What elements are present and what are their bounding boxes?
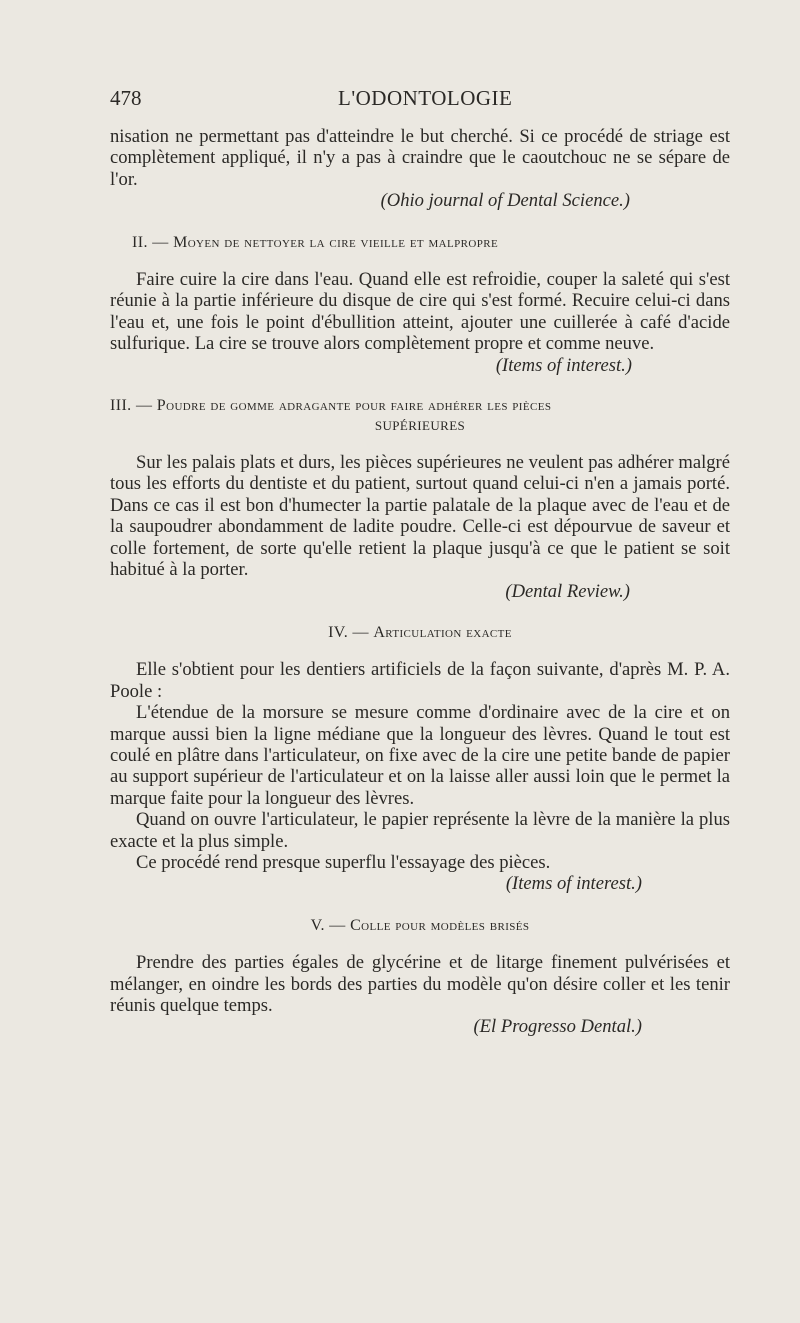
source-citation: (El Progresso Dental.)	[473, 1016, 642, 1038]
section-4-paragraph: Quand on ouvre l'articulateur, le papier représente la lèvre de la manière la plus exacte et la plus simple.	[110, 809, 730, 852]
page-body	[110, 126, 730, 1038]
source-citation: (Ohio journal of Dental Science.)	[380, 190, 630, 212]
source-citation: (Items of interest.)	[495, 354, 632, 376]
section-5-paragraph: Prendre des parties égales de glycérine et de litarge finement pulvérisées et mélanger, en oindre les bords des parties du modèle qu'on désire coller et les tenir réunis quelque temps.	[110, 952, 730, 1016]
opening-paragraph: nisation ne permettant pas d'atteindre le but cherché. Si ce procédé de striage est complètement appliqué, il n'y a pas à craindre que le caoutchouc ne se sépare de l'or.	[110, 126, 730, 190]
section-2-paragraph: Faire cuire la cire dans l'eau. Quand elle est refroidie, couper la saleté qui s'est réunie à la partie inférieure du disque de cire qui s'est formé. Recuire celui-ci dans l'eau et, une fois le point d'ébullition atteint, ajouter une cuillerée à café d'acide sulfurique. La cire se trouve alors complètement propre et comme neuve.	[110, 269, 730, 355]
source-citation: (Dental Review.)	[505, 580, 630, 602]
section-heading-2	[110, 232, 730, 253]
section-numeral: IV. —	[328, 623, 369, 641]
section-heading-4	[110, 622, 730, 643]
section-numeral: II. —	[132, 233, 169, 251]
page-header	[110, 86, 730, 116]
section-title: Moyen de nettoyer la cire vieille et malpropre	[173, 233, 499, 251]
running-title: L'ODONTOLOGIE	[338, 86, 513, 110]
section-4-paragraph: L'étendue de la morsure se mesure comme d'ordinaire avec de la cire et on marque aussi bien la ligne médiane que la longueur des lèvres. Quand le tout est coulé en plâtre dans l'articulateur, on fixe avec de la cire une petite bande de papier au support supérieur de l'articulateur et on la laisse aller aussi loin que le permet la marque faite pour la longueur des lèvres.	[110, 702, 730, 809]
section-3-paragraph: Sur les palais plats et durs, les pièces supérieures ne veulent pas adhérer malgré tous les efforts du dentiste et du patient, surtout quand celui-ci n'en a jamais porté. Dans ce cas il est bon d'humecter la partie palatale de la plaque avec de l'eau et de la saupoudrer abondamment de ladite poudre. Celle-ci est dépourvue de saveur et colle fortement, de sorte qu'elle retient la plaque jusqu'à ce que le patient se soit habitué à la porter.	[110, 452, 730, 581]
section-heading-5	[110, 915, 730, 936]
section-4-paragraph: Elle s'obtient pour les dentiers artificiels de la façon suivante, d'après M. P. A. Poole :	[110, 659, 730, 702]
section-title: Colle pour modèles brisés	[350, 916, 530, 934]
source-citation: (Items of interest.)	[505, 873, 642, 895]
section-title-continuation: SUPÉRIEURES	[374, 418, 466, 434]
section-4-paragraph: Ce procédé rend presque superflu l'essayage des pièces.	[136, 851, 551, 873]
section-title: Poudre de gomme adragante pour faire adhérer les pièces	[156, 397, 552, 415]
page-number: 478	[110, 86, 142, 110]
section-title: Articulation exacte	[373, 623, 512, 641]
section-heading-3	[110, 396, 730, 436]
section-numeral: III. —	[110, 397, 153, 415]
section-numeral: V. —	[310, 916, 346, 934]
